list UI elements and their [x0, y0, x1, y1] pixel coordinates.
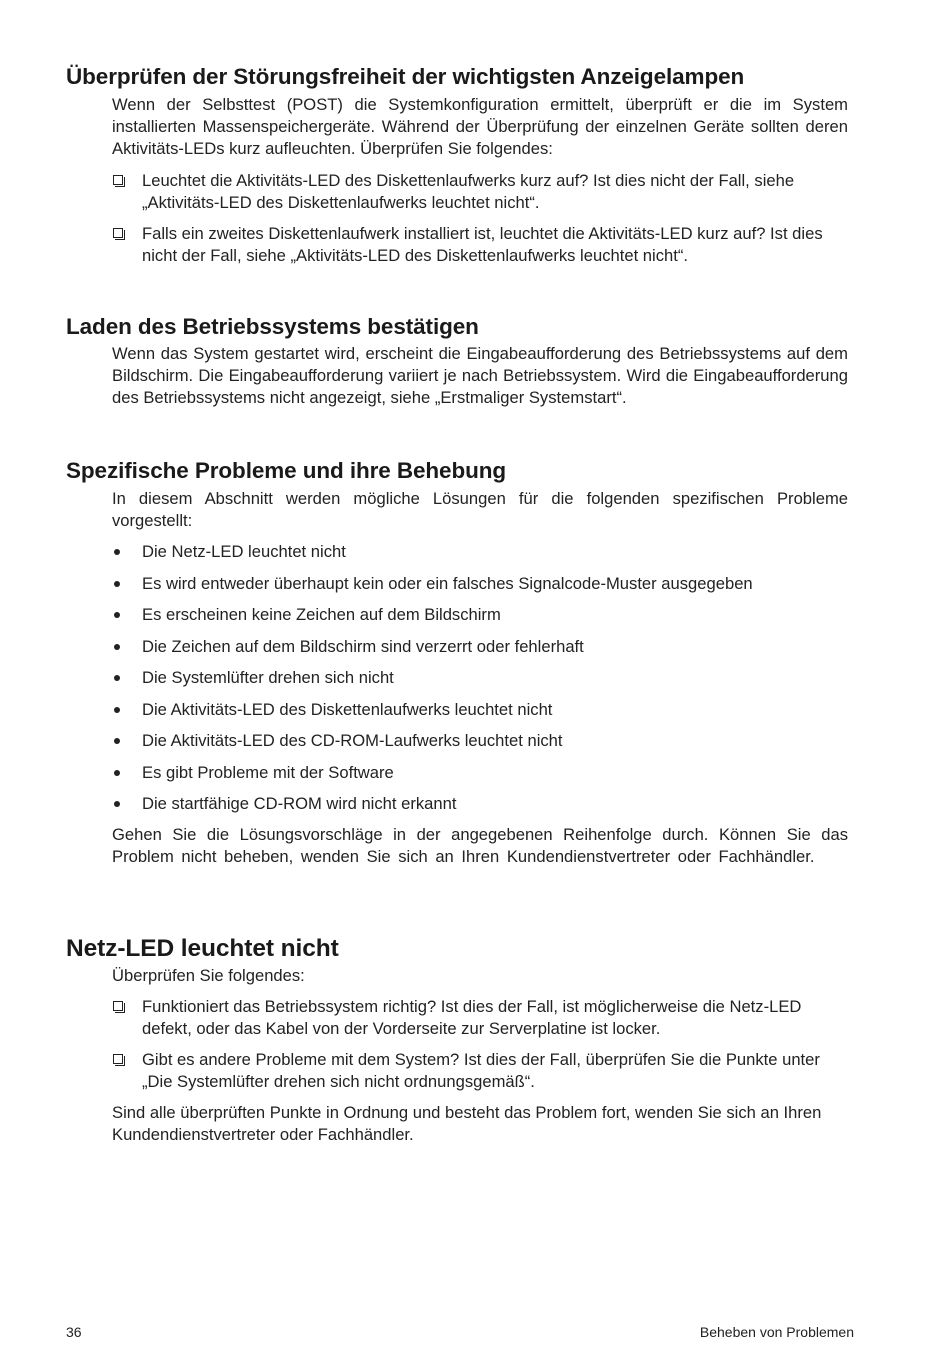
- list-item: [112, 636, 848, 658]
- section-outro: Sind alle überprüften Punkte in Ordnung und besteht das Problem fort, wenden Sie sich an Ihren Kundendienstvertreter oder Fachhändler.: [112, 1103, 822, 1144]
- list-item-text: Falls ein zweites Diskettenlaufwerk installiert ist, leuchtet die Aktivitäts-LED kurz auf? Ist dies nicht der Fall, siehe „Aktivitäts-LED des Diskettenlaufwerks leuchtet nicht“.: [142, 224, 823, 265]
- list-item: [112, 223, 848, 267]
- list-item-text: Es erscheinen keine Zeichen auf dem Bildschirm: [142, 605, 501, 624]
- list-item: [112, 667, 848, 689]
- list-item: [112, 699, 848, 721]
- section-betriebssystem: [66, 314, 856, 409]
- footer-chapter-title: Beheben von Problemen: [699, 1324, 854, 1340]
- list-item-text: Die Netz-LED leuchtet nicht: [142, 542, 346, 561]
- section-intro: In diesem Abschnitt werden mögliche Lösungen für die folgenden spezifischen Probleme vorgestellt:: [112, 489, 848, 530]
- list-item-text: Es gibt Probleme mit der Software: [142, 762, 394, 782]
- list-item-text: Die startfähige CD-ROM wird nicht erkannt: [142, 794, 457, 813]
- section-heading: Netz-LED leuchtet nicht: [66, 935, 339, 962]
- list-item-text: Die Aktivitäts-LED des Diskettenlaufwerks leuchtet nicht: [142, 699, 553, 719]
- section-intro: Überprüfen Sie folgendes:: [112, 966, 305, 985]
- list-item: [112, 793, 848, 815]
- list-item-text: Die Zeichen auf dem Bildschirm sind verzerrt oder fehlerhaft: [142, 636, 584, 656]
- section-anzeigelampen: [66, 64, 856, 267]
- list-item: [112, 541, 848, 563]
- section-intro: Wenn das System gestartet wird, erscheint die Eingabeaufforderung des Betriebssystems auf dem Bildschirm. Die Eingabeaufforderung variiert je nach Betriebssystem. Wird die Eingabeaufforderung des Betriebssystems nicht angezeigt, siehe „Erstmaliger Systemstart“.: [112, 344, 848, 407]
- list-item: [112, 730, 848, 752]
- list-item: [112, 996, 848, 1040]
- list-item: [112, 604, 848, 626]
- section-netz-led: [66, 935, 856, 1146]
- section-heading: Überprüfen der Störungsfreiheit der wichtigsten Anzeigelampen: [66, 64, 745, 89]
- list-item: [112, 762, 848, 784]
- list-item: [112, 1049, 848, 1093]
- section-outro: Gehen Sie die Lösungsvorschläge in der angegebenen Reihenfolge durch. Können Sie das Problem nicht beheben, wenden Sie sich an Ihren Kundendienstvertreter oder Fachhändler.: [112, 825, 848, 866]
- section-heading: Laden des Betriebssystems bestätigen: [66, 314, 479, 339]
- section-intro: Wenn der Selbsttest (POST) die Systemkonfiguration ermittelt, überprüft er die im System installierten Massenspeichergeräte. Während der Überprüfung der einzelnen Geräte sollten deren Aktivitäts-LEDs kurz aufleuchten. Überprüfen Sie folgendes:: [112, 95, 848, 158]
- list-item: [112, 573, 848, 595]
- section-spezifische-probleme: [66, 458, 856, 868]
- list-item-text: Die Systemlüfter drehen sich nicht: [142, 668, 394, 687]
- list-item: [112, 170, 848, 214]
- list-item-text: Funktioniert das Betriebssystem richtig? Ist dies der Fall, ist möglicherweise die Netz-LED defekt, oder das Kabel von der Vorderseite zur Serverplatine ist locker.: [142, 997, 802, 1038]
- list-item-text: Gibt es andere Probleme mit dem System? Ist dies der Fall, überprüfen Sie die Punkte unter „Die Systemlüfter drehen sich nicht ordnungsgemäß“.: [142, 1050, 820, 1091]
- section-heading: Spezifische Probleme und ihre Behebung: [66, 458, 507, 483]
- page-number: 36: [66, 1324, 82, 1340]
- list-item-text: Leuchtet die Aktivitäts-LED des Diskettenlaufwerks kurz auf? Ist dies nicht der Fall, siehe „Aktivitäts-LED des Diskettenlaufwerks leuchtet nicht“.: [142, 171, 795, 212]
- list-item-text: Es wird entweder überhaupt kein oder ein falsches Signalcode-Muster ausgegeben: [142, 573, 753, 593]
- list-item-text: Die Aktivitäts-LED des CD-ROM-Laufwerks leuchtet nicht: [142, 731, 563, 750]
